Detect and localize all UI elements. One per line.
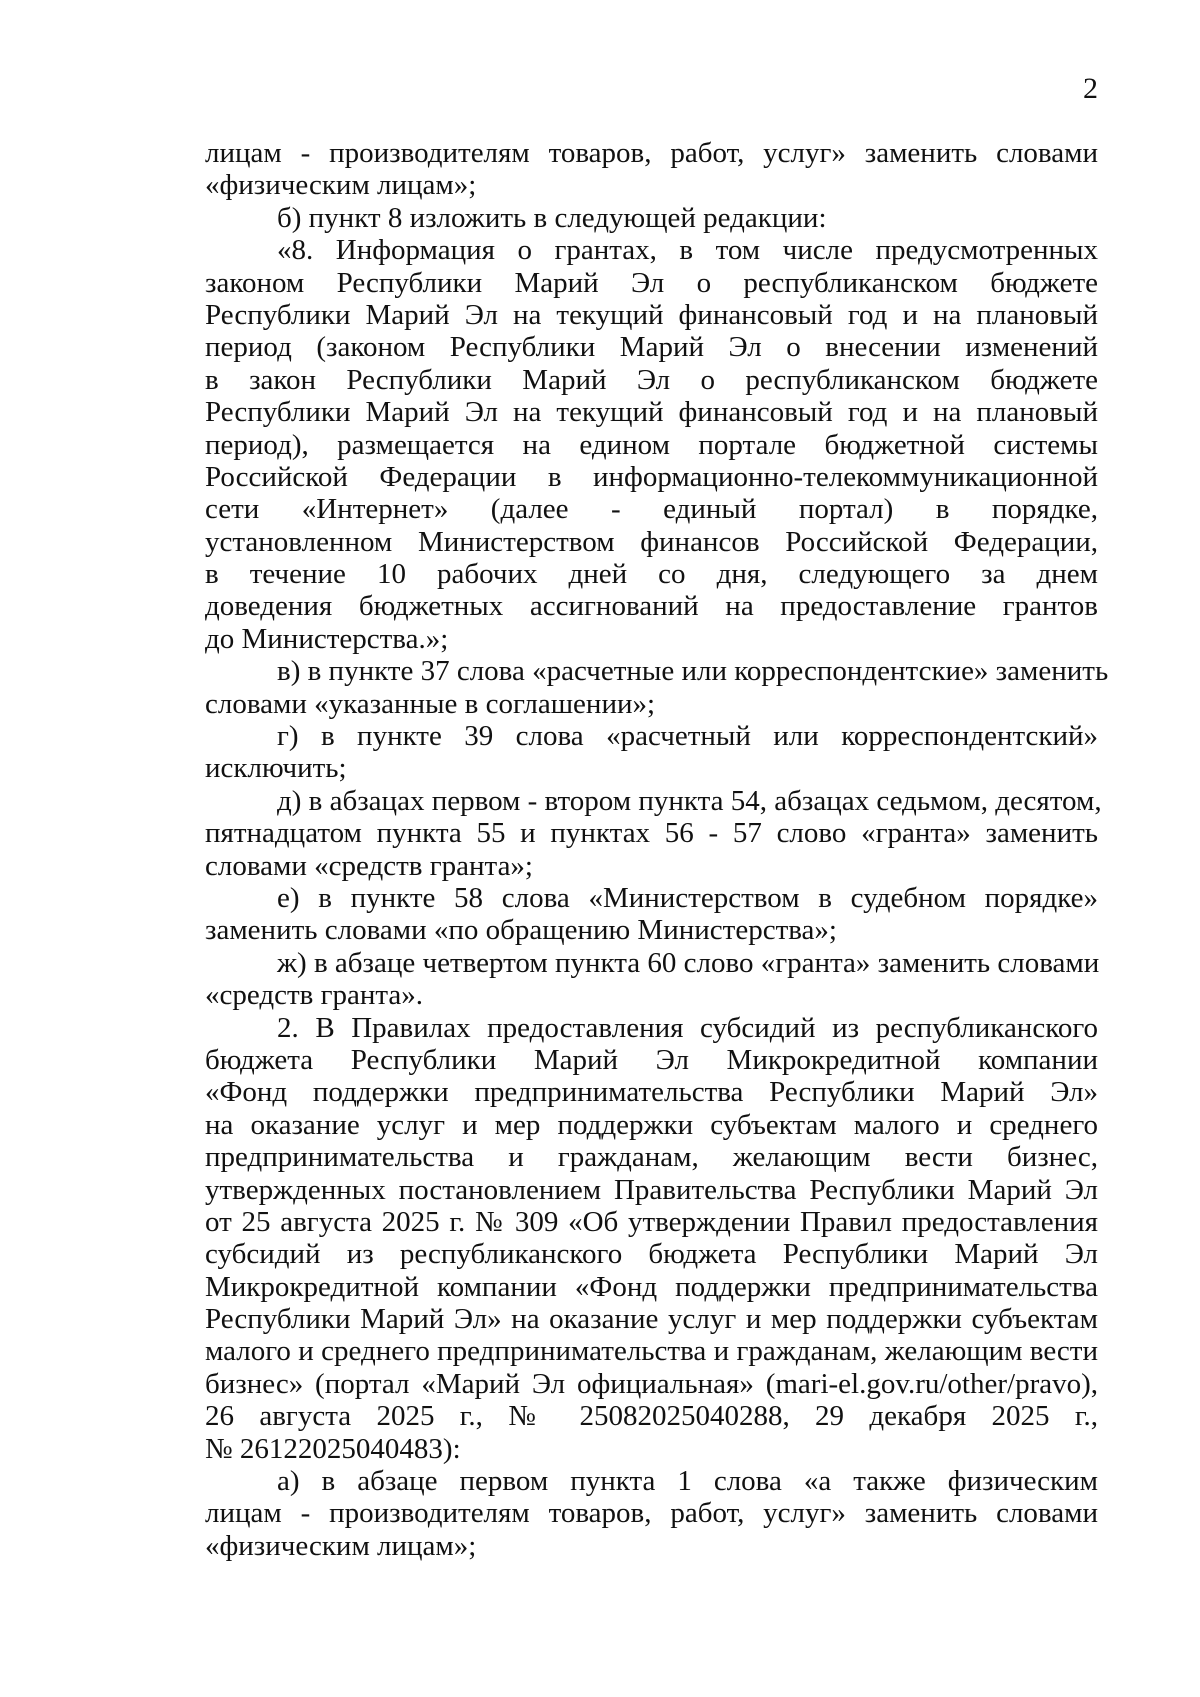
text-line: 2. В Правилах предоставления субсидий из республиканского	[277, 1011, 1098, 1044]
text-line: сети «Интернет» (далее - единый портал) в порядке,	[205, 493, 1098, 526]
text-line: «физическим лицам»;	[205, 1529, 477, 1562]
text-line: законом Республики Марий Эл о республиканском бюджете	[205, 266, 1098, 299]
text-line: в) в пункте 37 слова «расчетные или корреспондентские» заменить	[277, 655, 1109, 688]
text-line: на оказание услуг и мер поддержки субъектам малого и среднего	[205, 1108, 1098, 1141]
text-line: ж) в абзаце четвертом пункта 60 слово «гранта» заменить словами	[277, 946, 1100, 979]
text-line: Российской Федерации в информационно-телекоммуникационной	[205, 460, 1098, 493]
text-line: от 25 августа 2025 г. № 309 «Об утверждении Правил предоставления	[205, 1205, 1098, 1238]
text-line: заменить словами «по обращению Министерства»;	[205, 914, 837, 947]
text-line: № 26122025040483):	[205, 1432, 461, 1465]
text-line: Республики Марий Эл» на оказание услуг и мер поддержки субъектам	[205, 1303, 1098, 1336]
text-line: а) в абзаце первом пункта 1 слова «а также физическим	[277, 1465, 1098, 1498]
text-line: словами «указанные в соглашении»;	[205, 687, 656, 720]
text-line: субсидий из республиканского бюджета Республики Марий Эл	[205, 1238, 1098, 1271]
text-line: Республики Марий Эл на текущий финансовый год и на плановый	[205, 396, 1098, 429]
text-line: б) пункт 8 изложить в следующей редакции:	[277, 201, 827, 234]
text-line: лицам - производителям товаров, работ, услуг» заменить словами	[205, 137, 1098, 169]
text-line: г) в пункте 39 слова «расчетный или корреспондентский»	[277, 720, 1098, 753]
text-line: «Фонд поддержки предпринимательства Республики Марий Эл»	[205, 1076, 1098, 1109]
text-line: установленном Министерством финансов Российской Федерации,	[205, 525, 1098, 558]
text-line: словами «средств гранта»;	[205, 849, 533, 882]
text-line: «8. Информация о грантах, в том числе предусмотренных	[277, 234, 1098, 267]
text-line: доведения бюджетных ассигнований на предоставление грантов	[205, 590, 1098, 623]
document-body	[205, 137, 1109, 1562]
text-line: Микрокредитной компании «Фонд поддержки предпринимательства	[205, 1270, 1098, 1303]
text-line: 26 августа 2025 г., № 25082025040288, 29 декабря 2025 г.,	[205, 1400, 1098, 1433]
text-line: период), размещается на едином портале бюджетной системы	[205, 428, 1098, 461]
text-line: в закон Республики Марий Эл о республиканском бюджете	[205, 363, 1098, 396]
text-line: до Министерства.»;	[205, 622, 449, 655]
text-line: Республики Марий Эл на текущий финансовый год и на плановый	[205, 298, 1098, 331]
text-line: предпринимательства и гражданам, желающим вести бизнес,	[205, 1141, 1098, 1174]
text-line: период (законом Республики Марий Эл о внесении изменений	[205, 331, 1098, 364]
text-line: бюджета Республики Марий Эл Микрокредитной компании	[205, 1043, 1098, 1076]
text-line: «средств гранта».	[205, 979, 424, 1012]
text-line: бизнес» (портал «Марий Эл официальная» (mari-el.gov.ru/other/pravo),	[205, 1367, 1098, 1400]
text-line: исключить;	[205, 752, 347, 785]
text-line: «физическим лицам»;	[205, 169, 477, 202]
text-line: утвержденных постановлением Правительства Республики Марий Эл	[205, 1173, 1098, 1206]
text-line: пятнадцатом пункта 55 и пунктах 56 - 57 слово «гранта» заменить	[205, 817, 1098, 850]
page-number: 2	[1083, 72, 1098, 105]
text-line: лицам - производителям товаров, работ, услуг» заменить словами	[205, 1497, 1098, 1530]
text-line: е) в пункте 58 слова «Министерством в судебном порядке»	[277, 881, 1098, 914]
text-line: малого и среднего предпринимательства и гражданам, желающим вести	[205, 1335, 1098, 1368]
text-line: в течение 10 рабочих дней со дня, следующего за днем	[205, 558, 1098, 591]
text-line: д) в абзацах первом - втором пункта 54, абзацах седьмом, десятом,	[277, 784, 1102, 817]
